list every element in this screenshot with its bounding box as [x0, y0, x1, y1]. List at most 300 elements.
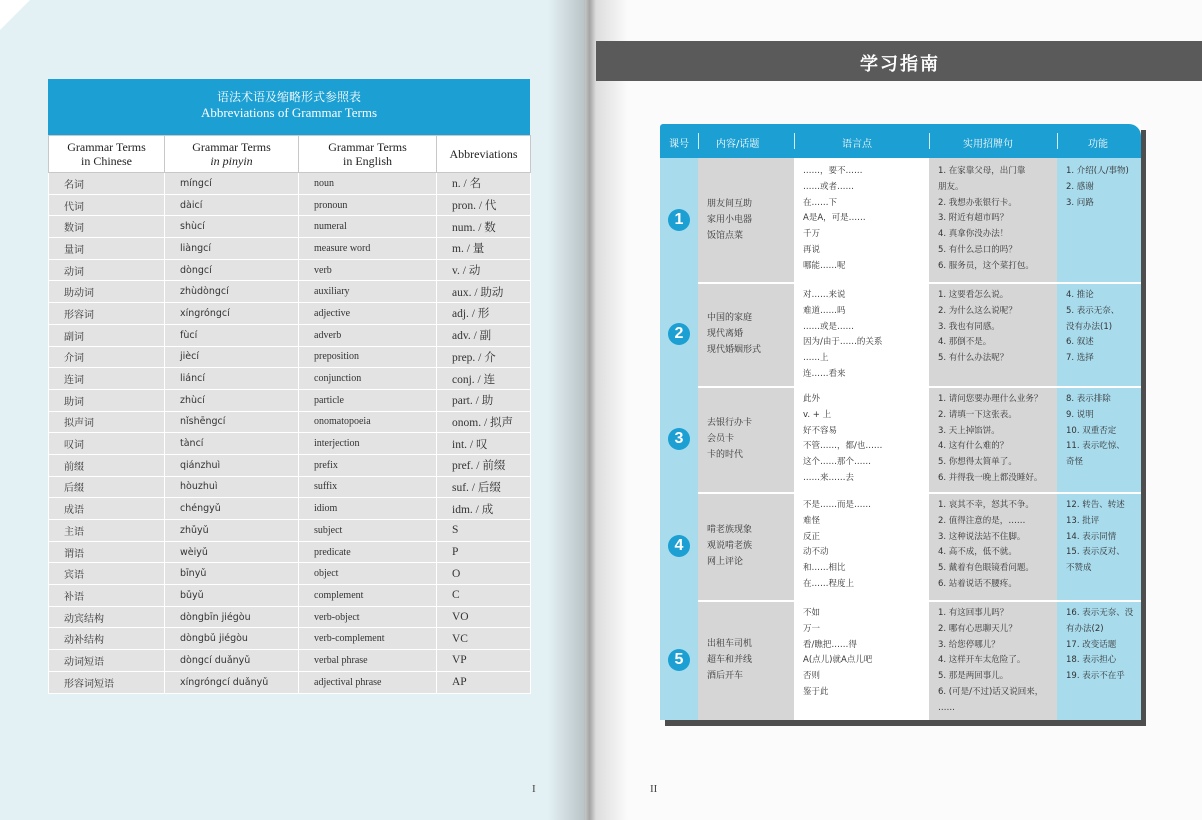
- language-point-item: 连……看来: [803, 368, 846, 379]
- practical-sentence-item: 1. 哀其不幸，怒其不争。: [938, 500, 1034, 510]
- term-pinyin: zhùcí: [165, 389, 299, 411]
- term-english: noun: [299, 173, 437, 195]
- function-item: 12. 转告、转述: [1066, 500, 1125, 510]
- function-item: 不赞成: [1066, 563, 1092, 574]
- term-english: predicate: [299, 541, 437, 563]
- practical-sentence-item: 5. 戴着有色眼镜看问题。: [938, 563, 1034, 574]
- function-item: 14. 表示同情: [1066, 531, 1117, 542]
- practical-sentence-item: 朋友。: [938, 181, 964, 192]
- practical-sentence-item: 5. 有什么忌口的吗？: [938, 244, 1017, 255]
- topic-line: 去银行办卡: [707, 418, 753, 428]
- term-chinese: 形容词: [49, 303, 165, 325]
- term-pinyin: liáncí: [165, 368, 299, 390]
- lesson-topics-cell: [698, 158, 794, 282]
- language-point-list: [803, 392, 882, 487]
- header-lesson-number: 课号: [669, 139, 689, 150]
- language-point-cell: [794, 492, 929, 600]
- table-row: [49, 216, 531, 238]
- practical-sentence-item: 5. 那是两回事儿。: [938, 671, 1009, 682]
- term-chinese: 代词: [49, 194, 165, 216]
- table-row: [49, 585, 531, 607]
- table-row: [49, 671, 531, 693]
- guide-table-header: [660, 124, 1141, 158]
- lesson-number-badge: 5: [668, 649, 690, 671]
- term-abbreviation: S: [437, 520, 531, 542]
- term-pinyin: shùcí: [165, 216, 299, 238]
- term-chinese: 介词: [49, 346, 165, 368]
- term-english: complement: [299, 585, 437, 607]
- practical-sentence-item: 2. 值得注意的是，……: [938, 515, 1026, 526]
- practical-sentence-list: [938, 288, 1017, 367]
- term-chinese: 副词: [49, 324, 165, 346]
- term-english: adverb: [299, 324, 437, 346]
- term-abbreviation: pref. / 前缀: [437, 454, 531, 476]
- row-divider: [698, 386, 1141, 388]
- function-item: 奇怪: [1066, 457, 1084, 468]
- language-point-item: ……或是……: [803, 321, 855, 332]
- function-item: 17. 改变话题: [1066, 639, 1117, 650]
- term-pinyin: zhùdòngcí: [165, 281, 299, 303]
- header-functions: 功能: [1088, 139, 1108, 150]
- practical-sentence-item: 1. 在家靠父母，出门靠: [938, 166, 1026, 176]
- language-point-item: ……或者……: [803, 181, 855, 192]
- term-abbreviation: num. / 数: [437, 216, 531, 238]
- practical-sentence-item: 6. 服务员，这个菜打包。: [938, 260, 1034, 271]
- function-item: 19. 表示不在乎: [1066, 671, 1125, 682]
- language-point-cell: [794, 158, 929, 282]
- language-point-cell: [794, 600, 929, 720]
- table-row: [49, 650, 531, 672]
- term-pinyin: dòngcí: [165, 259, 299, 281]
- column-header-chinese: Grammar Terms in Chinese: [49, 136, 165, 173]
- term-chinese: 主语: [49, 520, 165, 542]
- term-english: pronoun: [299, 194, 437, 216]
- table-row: [49, 476, 531, 498]
- language-point-item: 对……来说: [803, 290, 846, 300]
- term-abbreviation: part. / 助: [437, 389, 531, 411]
- language-point-item: 好不容易: [803, 425, 838, 436]
- term-chinese: 形容词短语: [49, 671, 165, 693]
- lesson-row: [660, 386, 1141, 492]
- term-english: object: [299, 563, 437, 585]
- table-row: [49, 194, 531, 216]
- topic-line: 会员卡: [707, 434, 735, 444]
- term-chinese: 名词: [49, 173, 165, 195]
- language-point-item: 在……程度上: [803, 578, 855, 589]
- topic-line: 出租车司机: [707, 639, 753, 649]
- practical-sentence-cell: [929, 600, 1057, 720]
- function-item: 没有办法(1): [1066, 321, 1113, 332]
- table-row: [49, 411, 531, 433]
- row-divider: [698, 600, 1141, 602]
- practical-sentence-item: 4. 真拿你没办法！: [938, 229, 1009, 240]
- study-guide-table: [660, 124, 1141, 720]
- table-row: [49, 541, 531, 563]
- language-point-item: 在……下: [803, 197, 838, 208]
- table-row: [49, 281, 531, 303]
- language-point-item: 因为/由于……的关系: [803, 337, 883, 348]
- lesson-topics: [707, 415, 752, 463]
- table-row: [49, 324, 531, 346]
- term-chinese: 补语: [49, 585, 165, 607]
- practical-sentence-item: 4. 这样开车太危险了。: [938, 655, 1026, 666]
- term-english: onomatopoeia: [299, 411, 437, 433]
- term-pinyin: qiánzhuì: [165, 454, 299, 476]
- row-divider: [698, 492, 1141, 494]
- language-point-item: 难怪: [803, 515, 821, 526]
- language-point-item: 难道……吗: [803, 305, 846, 316]
- practical-sentence-item: 2. 请填一下这张表。: [938, 409, 1017, 420]
- function-item: 18. 表示担心: [1066, 655, 1117, 666]
- language-point-item: 这个……那个……: [803, 457, 872, 468]
- column-header-row: [49, 136, 531, 173]
- practical-sentence-list: [938, 606, 1043, 717]
- function-item: 13. 批评: [1066, 515, 1100, 526]
- term-english: adjectival phrase: [299, 671, 437, 693]
- topic-line: 饭馆点菜: [707, 231, 744, 241]
- practical-sentence-cell: [929, 492, 1057, 600]
- term-pinyin: liàngcí: [165, 238, 299, 260]
- term-english: suffix: [299, 476, 437, 498]
- term-english: prefix: [299, 454, 437, 476]
- table-row: [49, 303, 531, 325]
- topic-line: 家用小电器: [707, 215, 753, 225]
- term-pinyin: jiècí: [165, 346, 299, 368]
- term-chinese: 前缀: [49, 454, 165, 476]
- term-english: conjunction: [299, 368, 437, 390]
- language-point-item: ……来……去: [803, 472, 855, 483]
- book-spine: [548, 0, 628, 820]
- practical-sentence-item: 6. 并得我一晚上都没睡好。: [938, 472, 1043, 483]
- practical-sentence-item: 6. (可是/不过)话又说回来，: [938, 686, 1044, 697]
- function-item: 有办法(2): [1066, 623, 1104, 634]
- function-item: 2. 感谢: [1066, 181, 1094, 192]
- term-chinese: 宾语: [49, 563, 165, 585]
- grammar-terms-table: [48, 135, 531, 694]
- table-row: [49, 628, 531, 650]
- term-abbreviation: v. / 动: [437, 259, 531, 281]
- practical-sentence-item: 3. 附近有超市吗？: [938, 213, 1009, 224]
- term-pinyin: zhǔyǔ: [165, 520, 299, 542]
- language-point-item: A(点儿)就A点儿吧: [803, 655, 873, 666]
- term-chinese: 连词: [49, 368, 165, 390]
- column-header-abbreviations: Abbreviations: [437, 136, 531, 173]
- term-english: verb-object: [299, 606, 437, 628]
- lesson-row: [660, 158, 1141, 282]
- function-item: 10. 双重否定: [1066, 425, 1117, 436]
- language-point-item: 不是……而是……: [803, 500, 872, 510]
- term-pinyin: hòuzhuì: [165, 476, 299, 498]
- guide-banner: [596, 41, 1202, 81]
- practical-sentence-item: 3. 我也有同感。: [938, 321, 1000, 332]
- term-abbreviation: aux. / 助动: [437, 281, 531, 303]
- function-cell: [1057, 282, 1141, 386]
- practical-sentence-list: [938, 498, 1034, 593]
- term-abbreviation: m. / 量: [437, 238, 531, 260]
- term-pinyin: nǐshēngcí: [165, 411, 299, 433]
- function-item: 1. 介绍(人/事物): [1066, 166, 1129, 176]
- function-list: [1066, 606, 1133, 685]
- practical-sentence-item: 3. 这种说法站不住脚。: [938, 531, 1026, 542]
- term-chinese: 叹词: [49, 433, 165, 455]
- practical-sentence-item: 4. 这有什么难的？: [938, 441, 1009, 452]
- language-point-item: 哪能……呢: [803, 260, 846, 271]
- term-chinese: 量词: [49, 238, 165, 260]
- topic-line: 观说啃老族: [707, 541, 753, 551]
- function-cell: [1057, 386, 1141, 492]
- term-abbreviation: AP: [437, 671, 531, 693]
- language-point-item: A是A，可是……: [803, 213, 866, 224]
- term-chinese: 数词: [49, 216, 165, 238]
- language-point-item: 此外: [803, 394, 821, 404]
- term-abbreviation: int. / 叹: [437, 433, 531, 455]
- header-practical-sentences: 实用招牌句: [963, 139, 1013, 150]
- lesson-topics-cell: [698, 282, 794, 386]
- function-item: 9. 说明: [1066, 409, 1094, 420]
- term-abbreviation: idm. / 成: [437, 498, 531, 520]
- topic-line: 网上评论: [707, 557, 744, 567]
- page-number-right: II: [650, 783, 658, 795]
- lesson-number-cell: [660, 386, 698, 492]
- term-chinese: 助动词: [49, 281, 165, 303]
- term-pinyin: dòngcí duǎnyǔ: [165, 650, 299, 672]
- table-row: [49, 454, 531, 476]
- lesson-number-badge: 3: [668, 428, 690, 450]
- term-chinese: 动词: [49, 259, 165, 281]
- lesson-number-badge: 2: [668, 323, 690, 345]
- row-divider: [698, 282, 1141, 284]
- topic-line: 现代离婚: [707, 329, 744, 339]
- grammar-table-header: [48, 79, 530, 135]
- table-row: [49, 368, 531, 390]
- function-item: 8. 表示排除: [1066, 394, 1111, 404]
- term-pinyin: fùcí: [165, 324, 299, 346]
- practical-sentence-item: 5. 有什么办法呢？: [938, 353, 1009, 364]
- lesson-number-cell: [660, 158, 698, 282]
- function-item: 15. 表示反对、: [1066, 547, 1125, 558]
- language-point-list: [803, 288, 882, 383]
- language-point-list: [803, 498, 871, 593]
- term-abbreviation: pron. / 代: [437, 194, 531, 216]
- term-chinese: 谓语: [49, 541, 165, 563]
- practical-sentence-cell: [929, 158, 1057, 282]
- practical-sentence-list: [938, 392, 1042, 487]
- table-row: [49, 433, 531, 455]
- table-row: [49, 498, 531, 520]
- language-point-item: 万一: [803, 623, 821, 634]
- practical-sentence-item: 6. 站着说话不腰疼。: [938, 578, 1017, 589]
- function-list: [1066, 288, 1119, 367]
- table-row: [49, 238, 531, 260]
- guide-banner-title: 学习指南: [860, 54, 940, 75]
- term-english: verb: [299, 259, 437, 281]
- topic-line: 卡的时代: [707, 450, 744, 460]
- lesson-row: [660, 492, 1141, 600]
- function-cell: [1057, 492, 1141, 600]
- language-point-cell: [794, 282, 929, 386]
- lesson-number-cell: [660, 282, 698, 386]
- term-english: verb-complement: [299, 628, 437, 650]
- term-pinyin: wèiyǔ: [165, 541, 299, 563]
- term-chinese: 动宾结构: [49, 606, 165, 628]
- term-pinyin: bīnyǔ: [165, 563, 299, 585]
- language-point-item: 和……相比: [803, 563, 846, 574]
- practical-sentence-item: 2. 哪有心思聊天儿？: [938, 623, 1017, 634]
- table-row: [49, 563, 531, 585]
- practical-sentence-item: 2. 我想办张银行卡。: [938, 197, 1017, 208]
- term-pinyin: tàncí: [165, 433, 299, 455]
- term-abbreviation: conj. / 连: [437, 368, 531, 390]
- language-point-item: 动不动: [803, 547, 829, 558]
- page-number-left: I: [532, 783, 536, 795]
- grammar-table-title-en: Abbreviations of Grammar Terms: [200, 105, 378, 120]
- language-point-item: 否则: [803, 671, 821, 682]
- practical-sentence-list: [938, 164, 1034, 275]
- grammar-table-title-cn: 语法术语及缩略形式参照表: [216, 90, 361, 104]
- term-english: idiom: [299, 498, 437, 520]
- practical-sentence-cell: [929, 282, 1057, 386]
- table-row: [49, 346, 531, 368]
- practical-sentence-item: 5. 你想得太简单了。: [938, 457, 1017, 468]
- term-abbreviation: suf. / 后缀: [437, 476, 531, 498]
- term-pinyin: bǔyǔ: [165, 585, 299, 607]
- lesson-topics: [707, 196, 752, 244]
- lesson-topics-cell: [698, 492, 794, 600]
- term-pinyin: dàicí: [165, 194, 299, 216]
- function-item: 3. 问路: [1066, 197, 1094, 208]
- function-item: 5. 表示无奈、: [1066, 305, 1120, 316]
- function-item: 11. 表示吃惊、: [1066, 441, 1125, 452]
- page-corner: [0, 0, 30, 30]
- term-chinese: 助词: [49, 389, 165, 411]
- function-list: [1066, 498, 1125, 577]
- language-point-item: 不如: [803, 608, 821, 618]
- term-abbreviation: prep. / 介: [437, 346, 531, 368]
- term-english: measure word: [299, 238, 437, 260]
- term-abbreviation: VC: [437, 628, 531, 650]
- practical-sentence-cell: [929, 386, 1057, 492]
- term-pinyin: dòngbīn jiégòu: [165, 606, 299, 628]
- table-row: [49, 389, 531, 411]
- term-pinyin: xíngróngcí duǎnyǔ: [165, 671, 299, 693]
- topic-line: 中国的家庭: [707, 313, 753, 323]
- term-abbreviation: C: [437, 585, 531, 607]
- term-english: adjective: [299, 303, 437, 325]
- topic-line: 现代婚姻形式: [707, 345, 762, 355]
- language-point-item: 再说: [803, 244, 821, 255]
- lesson-topics: [707, 522, 752, 570]
- practical-sentence-item: 4. 那倒不是。: [938, 337, 992, 348]
- term-english: auxiliary: [299, 281, 437, 303]
- practical-sentence-item: 1. 有这回事儿吗？: [938, 608, 1009, 618]
- term-pinyin: míngcí: [165, 173, 299, 195]
- term-english: verbal phrase: [299, 650, 437, 672]
- language-point-item: ……，要不……: [803, 166, 863, 176]
- language-point-item: ……上: [803, 353, 829, 364]
- function-list: [1066, 164, 1129, 211]
- lesson-number-badge: 1: [668, 209, 690, 231]
- function-cell: [1057, 600, 1141, 720]
- term-abbreviation: onom. / 拟声: [437, 411, 531, 433]
- table-row: [49, 259, 531, 281]
- term-abbreviation: n. / 名: [437, 173, 531, 195]
- topic-line: 酒后开车: [707, 671, 744, 681]
- table-row: [49, 173, 531, 195]
- term-english: numeral: [299, 216, 437, 238]
- practical-sentence-item: 4. 高不成，低不就。: [938, 547, 1017, 558]
- lesson-number-cell: [660, 492, 698, 600]
- language-point-item: v. + 上: [803, 409, 832, 420]
- lesson-row: [660, 282, 1141, 386]
- practical-sentence-item: 2. 为什么这么说呢？: [938, 305, 1017, 316]
- term-pinyin: dòngbǔ jiégòu: [165, 628, 299, 650]
- function-item: 16. 表示无奈、没: [1066, 608, 1134, 618]
- language-point-item: 鉴于此: [803, 686, 829, 697]
- lesson-topics-cell: [698, 600, 794, 720]
- function-item: 7. 选择: [1066, 353, 1094, 364]
- table-row: [49, 520, 531, 542]
- term-abbreviation: adj. / 形: [437, 303, 531, 325]
- term-chinese: 动词短语: [49, 650, 165, 672]
- lesson-topics-cell: [698, 386, 794, 492]
- lesson-number-cell: [660, 600, 698, 720]
- term-chinese: 动补结构: [49, 628, 165, 650]
- function-cell: [1057, 158, 1141, 282]
- lesson-number-badge: 4: [668, 535, 690, 557]
- function-item: 4. 推论: [1066, 290, 1094, 300]
- column-header-english: Grammar Terms in English: [299, 136, 437, 173]
- practical-sentence-item: 1. 请问您要办理什么业务？: [938, 394, 1043, 404]
- term-pinyin: xíngróngcí: [165, 303, 299, 325]
- language-point-item: 不管……，都/也……: [803, 441, 883, 452]
- practical-sentence-item: 1. 这要看怎么说。: [938, 290, 1009, 300]
- lesson-topics: [707, 636, 752, 684]
- term-abbreviation: O: [437, 563, 531, 585]
- term-chinese: 后缀: [49, 476, 165, 498]
- language-point-list: [803, 606, 872, 701]
- table-row: [49, 606, 531, 628]
- grammar-table-body: [49, 173, 531, 694]
- term-chinese: 拟声词: [49, 411, 165, 433]
- topic-line: 朋友间互助: [707, 199, 753, 209]
- term-abbreviation: VP: [437, 650, 531, 672]
- practical-sentence-item: 3. 给您停哪儿？: [938, 639, 1000, 650]
- language-point-item: 反正: [803, 531, 821, 542]
- language-point-cell: [794, 386, 929, 492]
- function-item: 6. 叙述: [1066, 337, 1094, 348]
- term-english: preposition: [299, 346, 437, 368]
- topic-line: 啃老族现象: [707, 525, 753, 535]
- term-pinyin: chéngyǔ: [165, 498, 299, 520]
- grammar-table: [48, 79, 530, 694]
- lesson-row: [660, 600, 1141, 720]
- term-chinese: 成语: [49, 498, 165, 520]
- term-abbreviation: VO: [437, 606, 531, 628]
- term-abbreviation: adv. / 副: [437, 324, 531, 346]
- language-point-item: 看/瞧把……得: [803, 639, 857, 650]
- function-list: [1066, 392, 1125, 471]
- column-header-pinyin: Grammar Terms in pinyin: [165, 136, 299, 173]
- topic-line: 超车和并线: [707, 655, 753, 665]
- header-topic: 内容/话题: [716, 139, 760, 150]
- term-english: interjection: [299, 433, 437, 455]
- practical-sentence-item: ……: [938, 702, 955, 713]
- lesson-topics: [707, 310, 761, 358]
- language-point-item: 千万: [803, 229, 821, 240]
- language-point-list: [803, 164, 866, 275]
- header-language-points: 语言点: [842, 139, 872, 150]
- term-english: particle: [299, 389, 437, 411]
